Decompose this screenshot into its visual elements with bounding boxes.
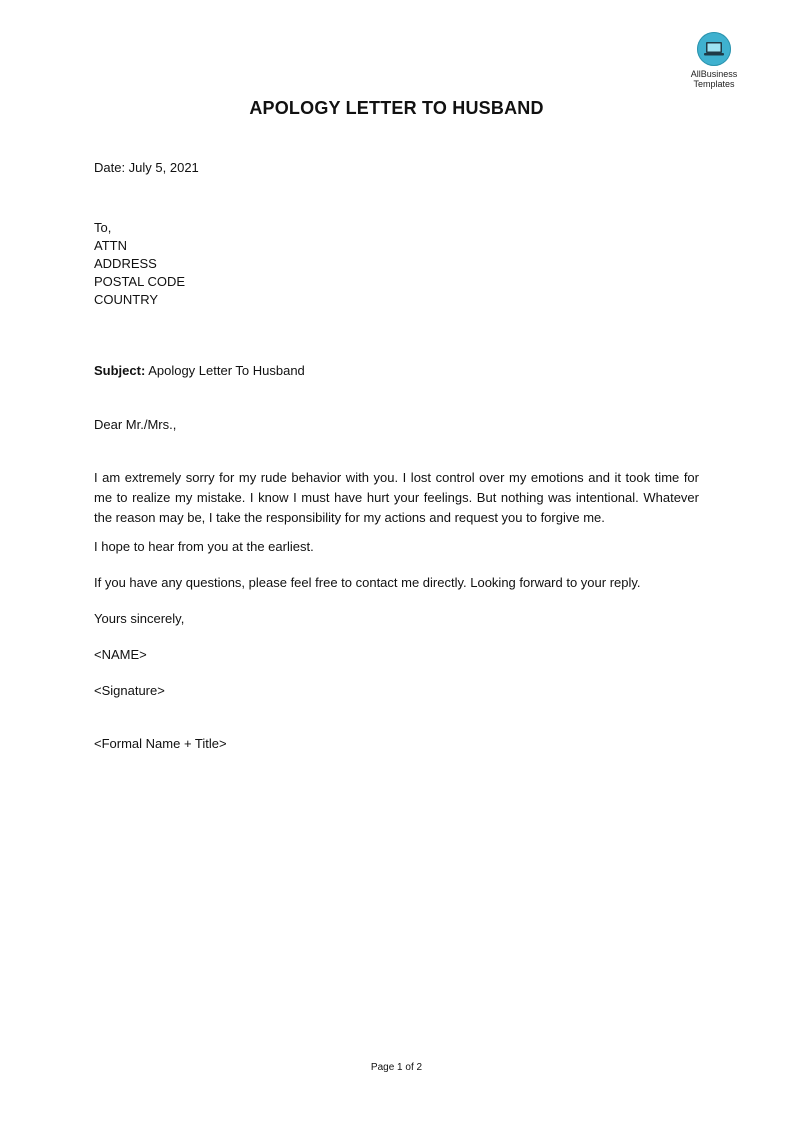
laptop-icon: [703, 40, 725, 58]
subject-value: Apology Letter To Husband: [145, 363, 305, 378]
body-paragraph-1: I am extremely sorry for my rude behavior with you. I lost control over my emotions and it took time for me to realize my mistake. I know I must have hurt your feelings. But nothing was intentional. Whatever the reason may be, I take the responsibility for my actions and request you to forgive me.: [94, 470, 699, 525]
logo-line-1: AllBusiness: [690, 69, 738, 79]
page-number: Page 1 of 2: [370, 1062, 423, 1073]
letter-date: Date: July 5, 2021: [94, 160, 199, 175]
logo-text: [680, 69, 748, 89]
salutation: Dear Mr./Mrs.,: [94, 417, 177, 432]
subject-label: Subject:: [94, 363, 146, 378]
body-paragraph-2: I hope to hear from you at the earliest.: [94, 539, 314, 554]
recipient-attn: ATTN: [94, 238, 127, 253]
body-paragraph-3: If you have any questions, please feel free to contact me directly. Looking forward to your reply.: [94, 575, 641, 590]
recipient-postal-code: POSTAL CODE: [94, 274, 186, 289]
sender-name: <NAME>: [94, 647, 147, 662]
formal-name-title: <Formal Name + Title>: [94, 736, 227, 751]
logo-line-2: Templates: [693, 79, 735, 89]
subject-line: [94, 362, 305, 380]
recipient-to: To,: [94, 220, 112, 235]
closing: Yours sincerely,: [94, 611, 185, 626]
recipient-address: ADDRESS: [94, 256, 157, 271]
signature: <Signature>: [94, 683, 165, 698]
document-title: APOLOGY LETTER TO HUSBAND: [249, 98, 544, 118]
recipient-country: COUNTRY: [94, 292, 159, 307]
allbusiness-logo[interactable]: [680, 32, 748, 89]
logo-badge: [697, 32, 731, 66]
